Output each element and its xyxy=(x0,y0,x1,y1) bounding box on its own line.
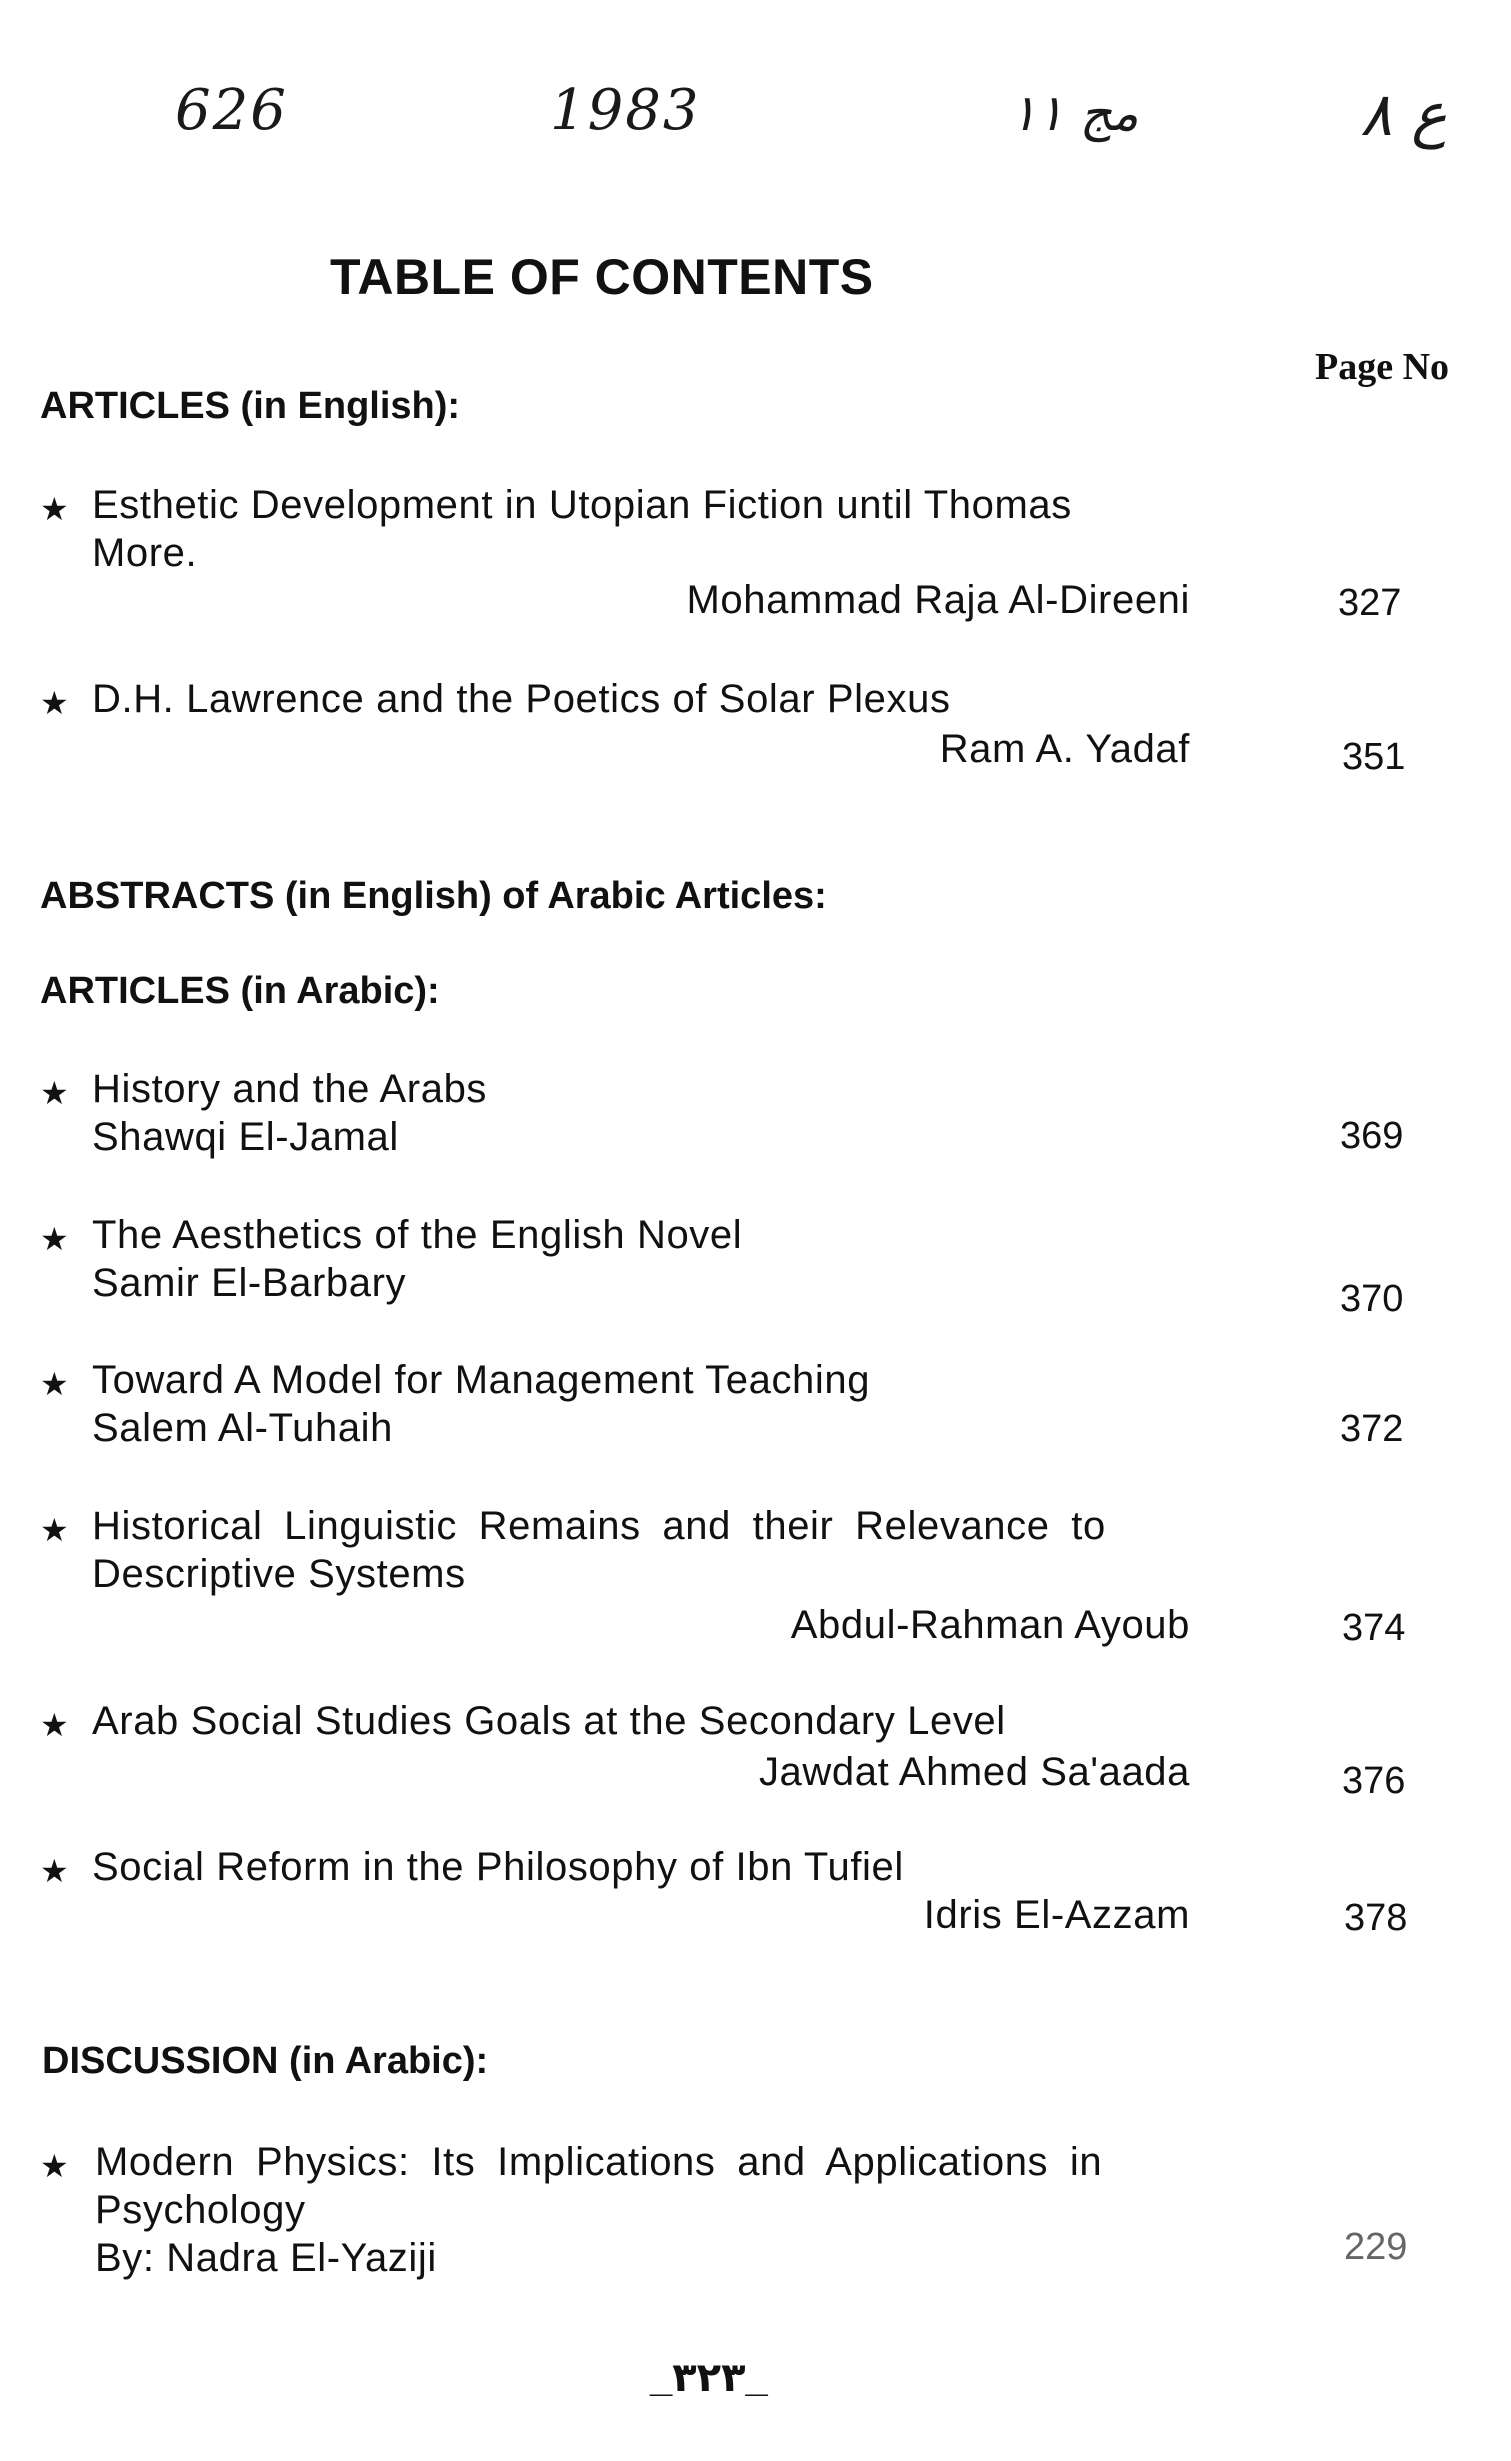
handwritten-mark-4: ع ٨ xyxy=(1360,80,1448,150)
entry-page-number: 351 xyxy=(1342,736,1406,778)
bullet-star-icon: ★ xyxy=(40,1075,69,1111)
bullet-star-icon: ★ xyxy=(40,2148,69,2184)
entry-page-number: 376 xyxy=(1342,1760,1406,1802)
page-no-header: Page No xyxy=(1315,346,1450,388)
entry-title: Toward A Model for Management Teaching xyxy=(92,1358,871,1402)
bullet-star-icon: ★ xyxy=(40,1512,69,1548)
entry-title: Modern Physics: Its Implications and Applications in xyxy=(95,2140,1103,2184)
section-articles-english: ARTICLES (in English): xyxy=(40,385,461,427)
entry-author: Idris El-Azzam xyxy=(923,1893,1190,1937)
handwritten-mark-1: 626 xyxy=(175,78,288,143)
entry-title: Arab Social Studies Goals at the Secondary Level xyxy=(92,1699,1006,1743)
entry-title: D.H. Lawrence and the Poetics of Solar Plexus xyxy=(92,677,951,721)
entry-author: Salem Al-Tuhaih xyxy=(92,1406,393,1450)
bullet-star-icon: ★ xyxy=(40,1221,69,1257)
entry-title: Esthetic Development in Utopian Fiction until Thomas xyxy=(92,483,1072,527)
bullet-star-icon: ★ xyxy=(40,685,69,721)
entry-page-number: 378 xyxy=(1344,1897,1408,1939)
entry-title: Historical Linguistic Remains and their Relevance to xyxy=(92,1504,1106,1548)
entry-author: Mohammad Raja Al-Direeni xyxy=(686,578,1190,622)
entry-title-continued: More. xyxy=(92,531,198,575)
entry-page-number: 369 xyxy=(1340,1115,1404,1157)
entry-page-number: 374 xyxy=(1342,1607,1406,1649)
section-discussion: DISCUSSION (in Arabic): xyxy=(42,2040,489,2082)
entry-page-number: 370 xyxy=(1340,1278,1404,1320)
bullet-star-icon: ★ xyxy=(40,1853,69,1889)
entry-title: The Aesthetics of the English Novel xyxy=(92,1213,743,1257)
entry-page-number: 229 xyxy=(1344,2226,1408,2268)
footer-page-number: _٣٢٣_ xyxy=(650,2356,768,2400)
entry-title-continued: Psychology xyxy=(95,2188,306,2232)
entry-author: Ram A. Yadaf xyxy=(939,727,1190,771)
bullet-star-icon: ★ xyxy=(40,491,69,527)
entry-title: History and the Arabs xyxy=(92,1067,488,1111)
page-title: TABLE OF CONTENTS xyxy=(330,249,874,305)
entry-author: Abdul-Rahman Ayoub xyxy=(790,1603,1190,1647)
bullet-star-icon: ★ xyxy=(40,1366,69,1402)
section-abstracts: ABSTRACTS (in English) of Arabic Articles: xyxy=(40,875,827,917)
entry-author: Samir El-Barbary xyxy=(92,1261,407,1305)
entry-author: Jawdat Ahmed Sa'aada xyxy=(758,1750,1190,1794)
entry-title: Social Reform in the Philosophy of Ibn Tufiel xyxy=(92,1845,904,1889)
entry-author: Shawqi El-Jamal xyxy=(92,1115,399,1159)
entry-page-number: 372 xyxy=(1340,1408,1404,1450)
entry-author: By: Nadra El-Yaziji xyxy=(95,2236,437,2280)
handwritten-mark-3: مج ١١ xyxy=(1010,84,1139,142)
entry-title-continued: Descriptive Systems xyxy=(92,1552,466,1596)
bullet-star-icon: ★ xyxy=(40,1707,69,1743)
handwritten-mark-2: 1983 xyxy=(550,78,701,143)
section-articles-arabic: ARTICLES (in Arabic): xyxy=(40,970,440,1012)
entry-page-number: 327 xyxy=(1338,582,1402,624)
